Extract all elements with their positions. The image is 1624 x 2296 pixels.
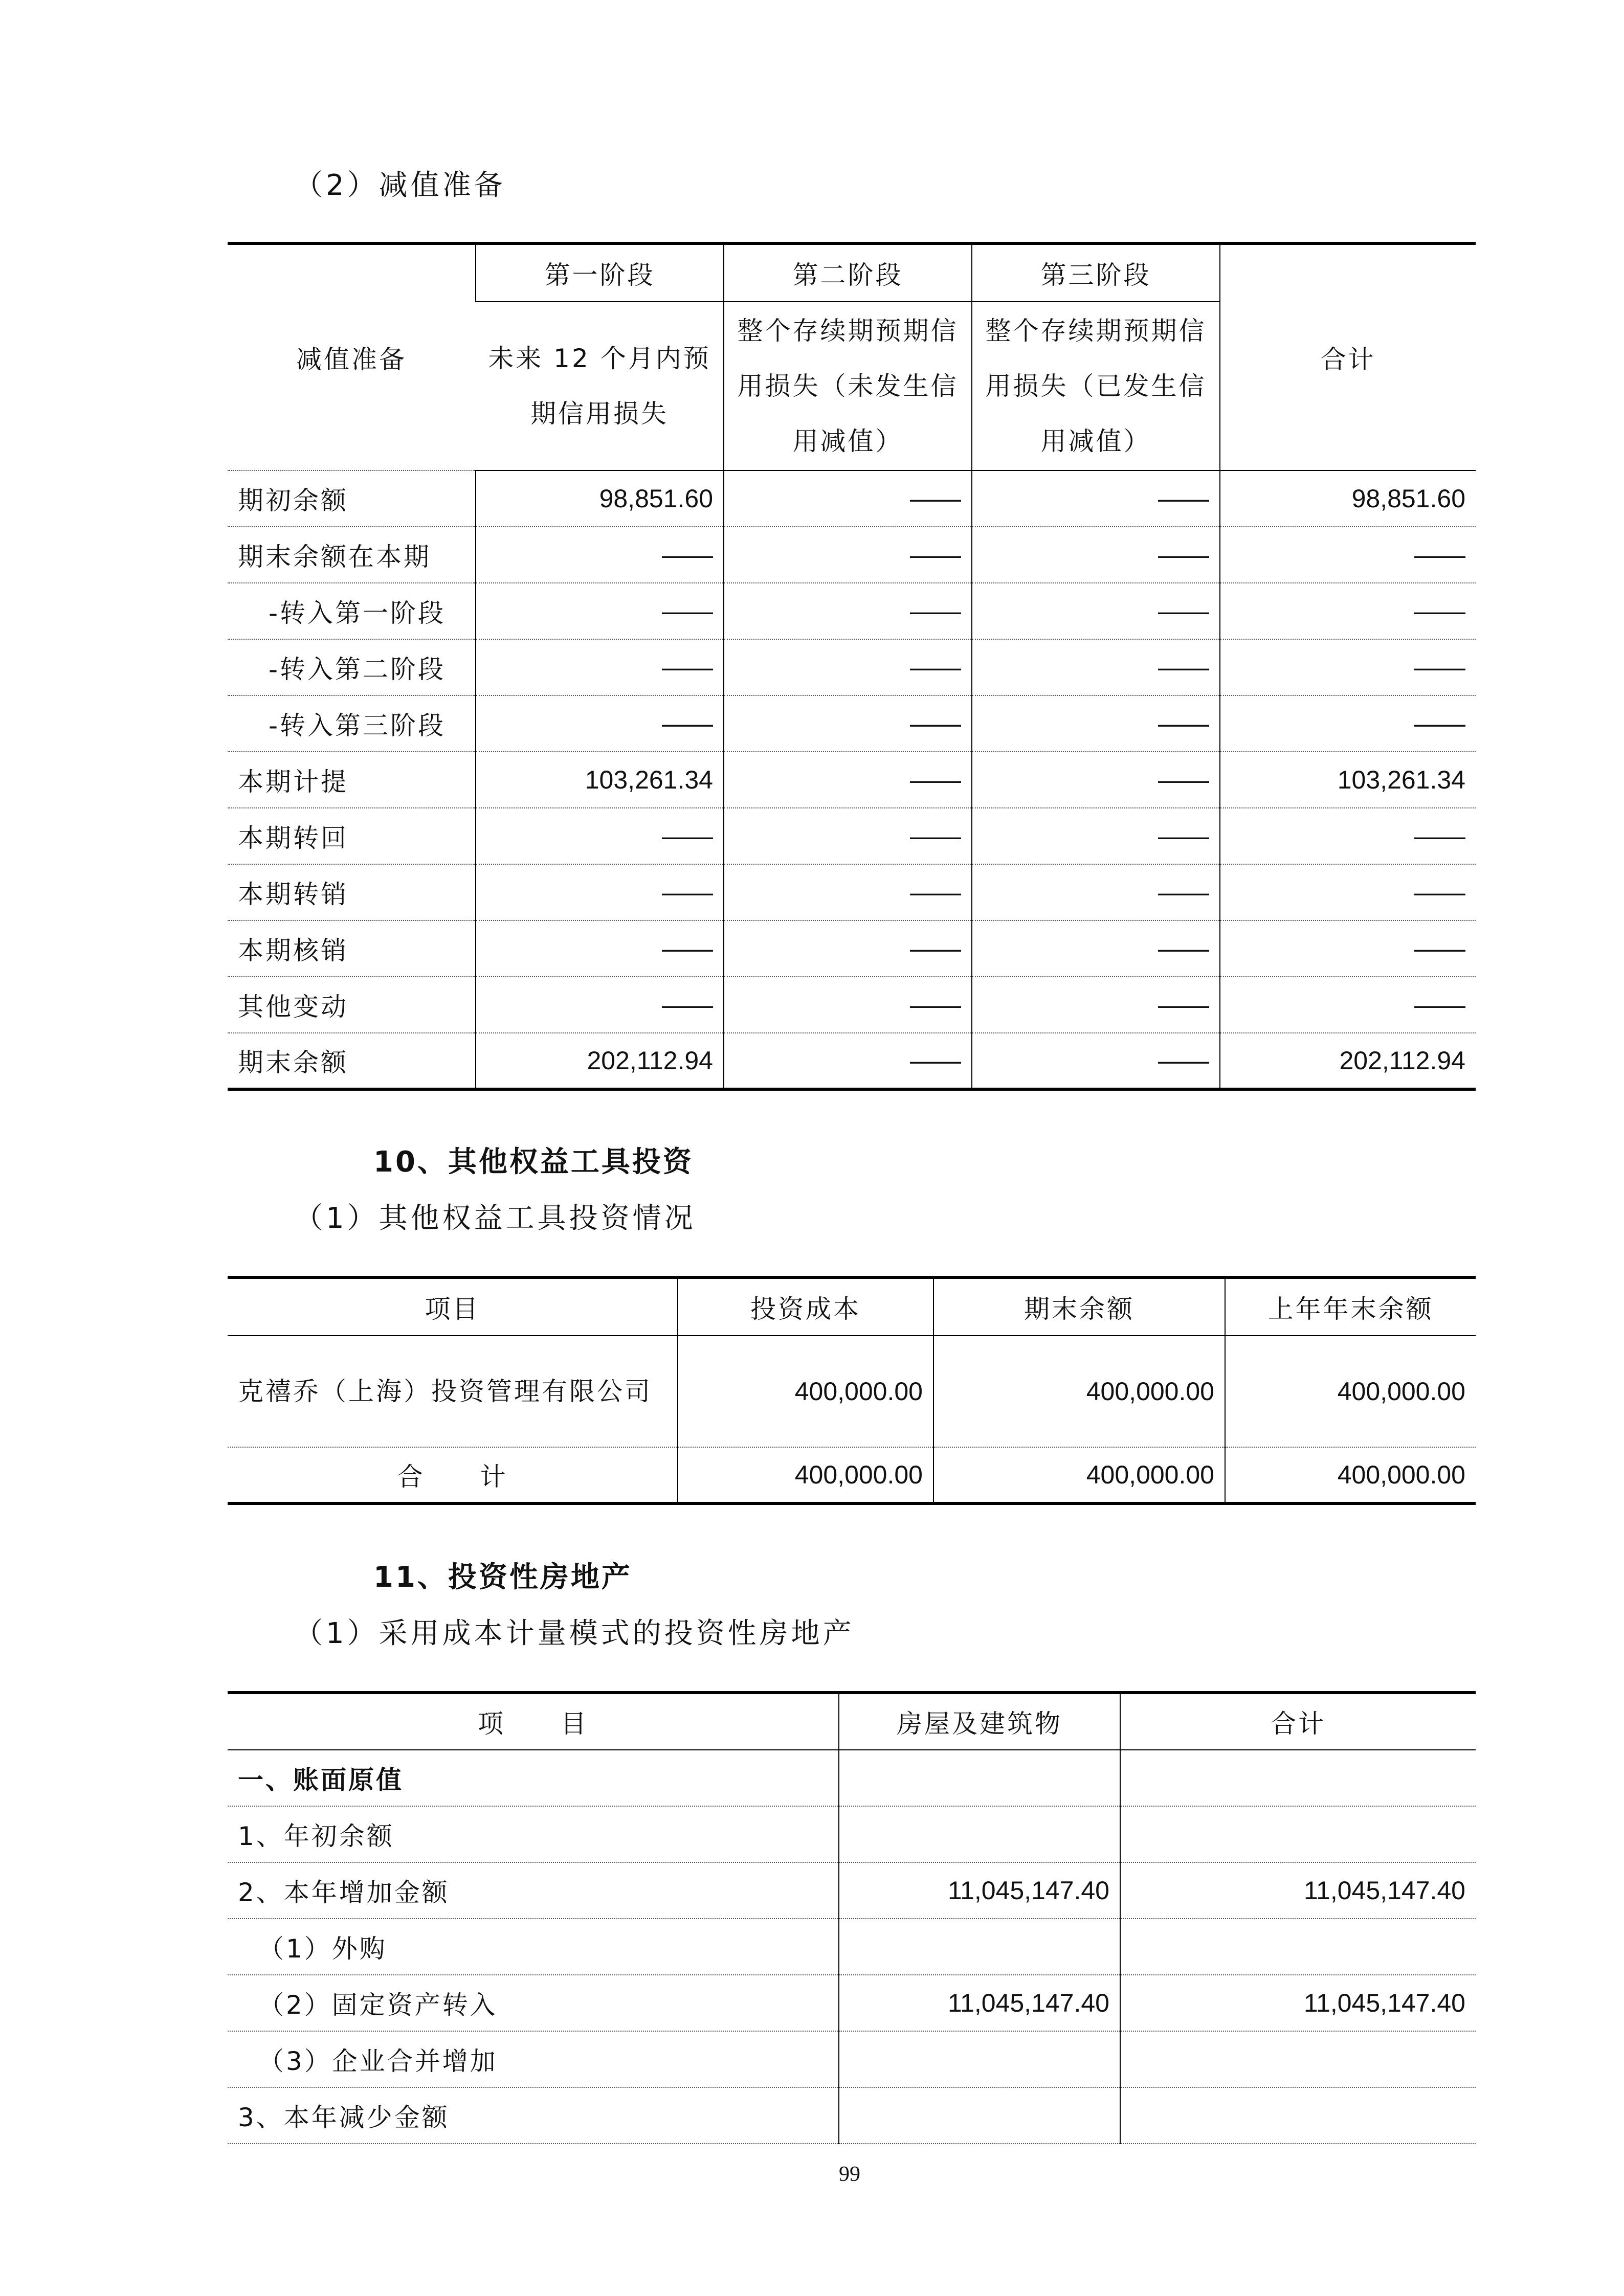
cell: —— xyxy=(724,864,972,920)
cell: 103,261.34 xyxy=(1220,752,1476,808)
table-row xyxy=(228,1336,1476,1447)
page-number: 99 xyxy=(839,2163,860,2186)
cell xyxy=(839,1750,1120,1806)
cell: —— xyxy=(1220,808,1476,864)
impairment-header-label: 减值准备 xyxy=(228,243,476,470)
cell xyxy=(839,1806,1120,1862)
header-item: 项目 xyxy=(228,1277,678,1336)
equity-investment-table xyxy=(228,1276,1476,1505)
cell: 11,045,147.40 xyxy=(839,1975,1120,2031)
cell: —— xyxy=(724,1033,972,1089)
cell: —— xyxy=(476,977,724,1033)
cell: —— xyxy=(972,695,1220,752)
cell: 400,000.00 xyxy=(933,1447,1225,1503)
table-row xyxy=(228,695,1476,752)
cell: —— xyxy=(724,639,972,695)
header-prev-balance: 上年年末余额 xyxy=(1225,1277,1476,1336)
row-label: 期末余额 xyxy=(238,1048,348,1077)
cell: 400,000.00 xyxy=(1225,1336,1476,1447)
cell: 98,851.60 xyxy=(476,470,724,527)
row-label: 一、账面原值 xyxy=(228,1750,839,1806)
cell: —— xyxy=(972,808,1220,864)
cell: —— xyxy=(724,695,972,752)
table-row xyxy=(228,752,1476,808)
row-label: -转入第一阶段 xyxy=(228,583,476,639)
row-label: 2、本年增加金额 xyxy=(228,1862,839,1919)
cell xyxy=(1120,1750,1476,1806)
cell: —— xyxy=(724,583,972,639)
cell: —— xyxy=(972,752,1220,808)
row-label: 本期转销 xyxy=(228,864,476,920)
row-label: 3、本年减少金额 xyxy=(238,2103,450,2132)
cell: —— xyxy=(724,977,972,1033)
cell: —— xyxy=(476,527,724,583)
cell: —— xyxy=(724,920,972,977)
cell: —— xyxy=(1220,864,1476,920)
cell: —— xyxy=(476,920,724,977)
section-10-subtitle: （1）其他权益工具投资情况 xyxy=(294,1202,696,1235)
cell: 11,045,147.40 xyxy=(839,1862,1120,1919)
cell: 400,000.00 xyxy=(1225,1447,1476,1503)
stage3-header: 第三阶段 xyxy=(972,243,1220,302)
cell: —— xyxy=(476,864,724,920)
table-row xyxy=(228,2031,1476,2087)
impairment-section-title: （2）减值准备 xyxy=(294,169,506,202)
stage3-desc: 整个存续期预期信用损失（已发生信用减值） xyxy=(972,302,1220,470)
cell: —— xyxy=(1220,695,1476,752)
cell: —— xyxy=(972,470,1220,527)
total-label: 合 计 xyxy=(397,1462,508,1492)
cell xyxy=(1120,2087,1476,2144)
row-label: 1、年初余额 xyxy=(228,1806,839,1862)
cell: —— xyxy=(1220,639,1476,695)
section-11-subtitle: （1）采用成本计量模式的投资性房地产 xyxy=(294,1617,855,1650)
row-label: 期初余额 xyxy=(228,470,476,527)
cell: —— xyxy=(1220,583,1476,639)
stage1-header: 第一阶段 xyxy=(476,243,724,302)
cell xyxy=(1120,2031,1476,2087)
cell: 400,000.00 xyxy=(933,1336,1225,1447)
row-label: （3）企业合并增加 xyxy=(228,2031,839,2087)
cell xyxy=(1120,1919,1476,1975)
table-total-row xyxy=(228,1447,1476,1503)
header-cost: 投资成本 xyxy=(678,1277,933,1336)
cell: —— xyxy=(724,808,972,864)
cell: 400,000.00 xyxy=(678,1447,933,1503)
cell: 11,045,147.40 xyxy=(1120,1862,1476,1919)
cell: —— xyxy=(972,1033,1220,1089)
impairment-table xyxy=(228,242,1476,1091)
row-label: -转入第三阶段 xyxy=(228,695,476,752)
row-label: 本期核销 xyxy=(228,920,476,977)
table-row xyxy=(228,583,1476,639)
row-label: 其他变动 xyxy=(228,977,476,1033)
row-label: 期末余额在本期 xyxy=(228,527,476,583)
table-row xyxy=(228,1033,1476,1089)
cell: 103,261.34 xyxy=(476,752,724,808)
cell: 202,112.94 xyxy=(1220,1033,1476,1089)
total-header: 合计 xyxy=(1220,243,1476,470)
cell: —— xyxy=(972,977,1220,1033)
cell xyxy=(839,2087,1120,2144)
cell: —— xyxy=(972,527,1220,583)
table-row xyxy=(228,920,1476,977)
row-label: （1）外购 xyxy=(228,1919,839,1975)
stage2-header: 第二阶段 xyxy=(724,243,972,302)
table-row xyxy=(228,1975,1476,2031)
investment-property-table xyxy=(228,1691,1476,2144)
row-label: 本期转回 xyxy=(228,808,476,864)
table-row xyxy=(228,2087,1476,2144)
header-total: 合计 xyxy=(1120,1693,1476,1750)
cell xyxy=(1120,1806,1476,1862)
table-row xyxy=(228,1862,1476,1919)
table-row xyxy=(228,864,1476,920)
section-10-title: 10、其他权益工具投资 xyxy=(373,1145,694,1179)
cell: 400,000.00 xyxy=(678,1336,933,1447)
stage1-desc: 未来 12 个月内预期信用损失 xyxy=(476,302,724,470)
cell: —— xyxy=(972,864,1220,920)
header-end-balance: 期末余额 xyxy=(933,1277,1225,1336)
cell: —— xyxy=(1220,527,1476,583)
cell: —— xyxy=(724,752,972,808)
header-buildings: 房屋及建筑物 xyxy=(839,1693,1120,1750)
table-row xyxy=(228,639,1476,695)
cell: —— xyxy=(476,583,724,639)
cell: —— xyxy=(972,920,1220,977)
cell: —— xyxy=(972,583,1220,639)
table-row xyxy=(228,527,1476,583)
row-label: 克禧乔（上海）投资管理有限公司 xyxy=(228,1336,678,1447)
table-row xyxy=(228,470,1476,527)
table-row xyxy=(228,1919,1476,1975)
table-row xyxy=(228,808,1476,864)
cell: 11,045,147.40 xyxy=(1120,1975,1476,2031)
cell: —— xyxy=(476,808,724,864)
cell: —— xyxy=(1220,977,1476,1033)
row-label: （2）固定资产转入 xyxy=(228,1975,839,2031)
cell: 202,112.94 xyxy=(476,1033,724,1089)
cell: —— xyxy=(724,527,972,583)
cell: —— xyxy=(724,470,972,527)
cell xyxy=(839,2031,1120,2087)
header-item: 项 目 xyxy=(228,1693,839,1750)
table-row xyxy=(228,977,1476,1033)
cell: 98,851.60 xyxy=(1220,470,1476,527)
cell: —— xyxy=(972,639,1220,695)
row-label: 本期计提 xyxy=(228,752,476,808)
section-11-title: 11、投资性房地产 xyxy=(373,1561,632,1594)
table-row xyxy=(228,1750,1476,1806)
cell xyxy=(839,1919,1120,1975)
table-row xyxy=(228,1806,1476,1862)
stage2-desc: 整个存续期预期信用损失（未发生信用减值） xyxy=(724,302,972,470)
cell: —— xyxy=(1220,920,1476,977)
row-label: -转入第二阶段 xyxy=(228,639,476,695)
cell: —— xyxy=(476,695,724,752)
cell: —— xyxy=(476,639,724,695)
